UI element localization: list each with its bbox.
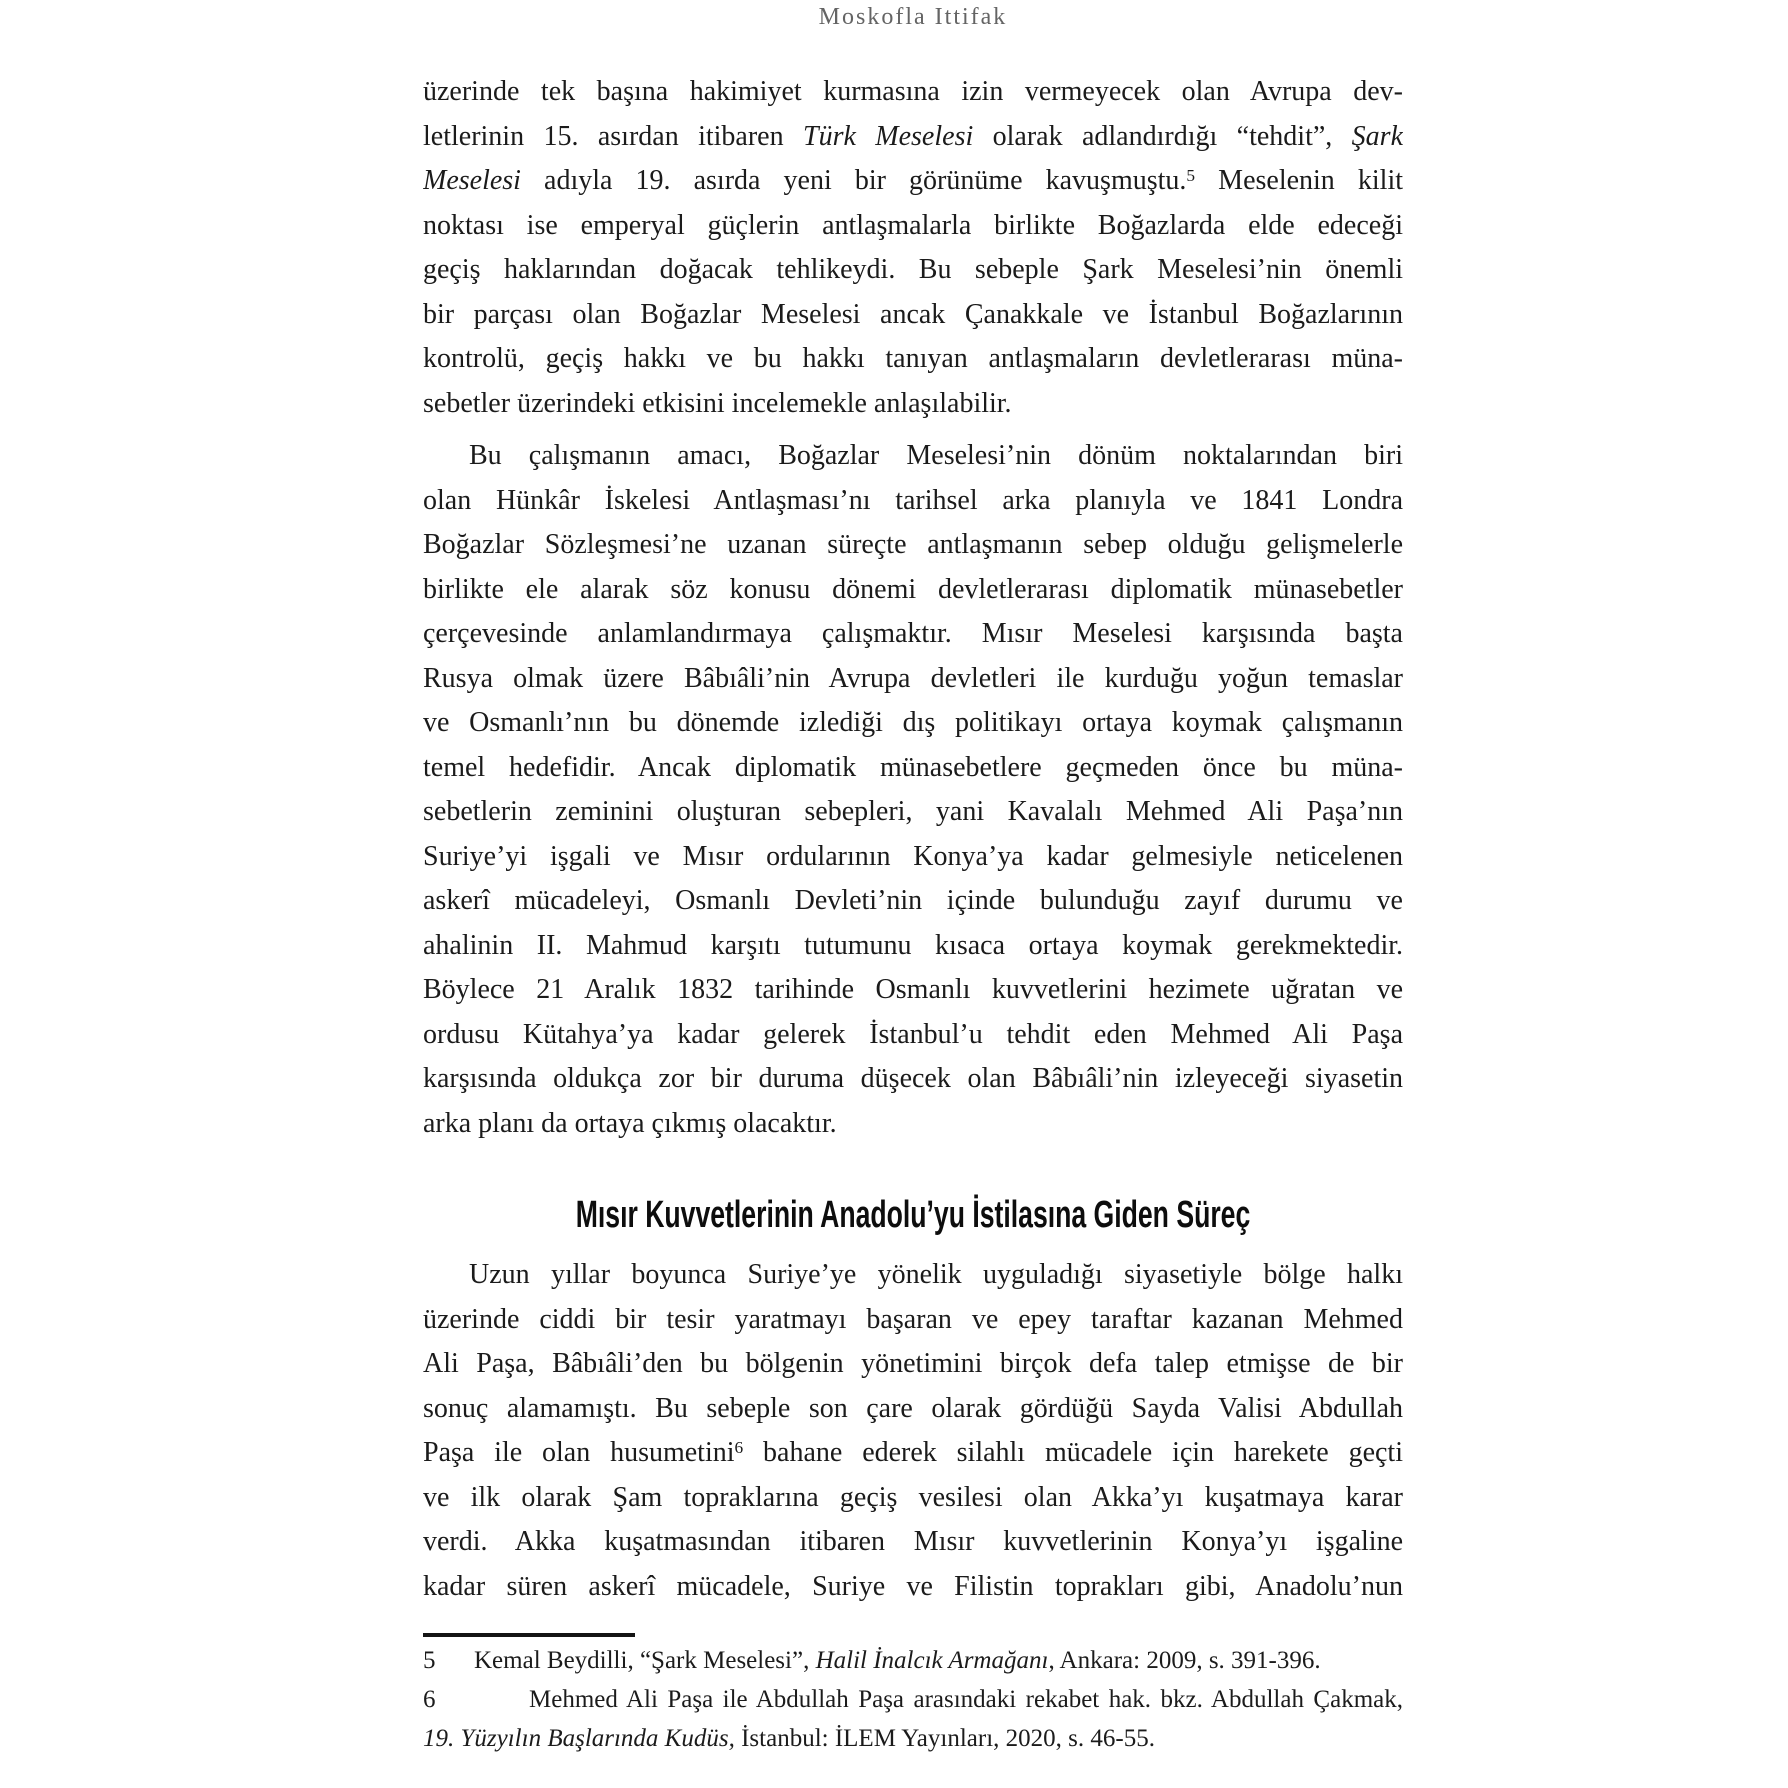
text-line: [423, 337, 1403, 382]
text-line: [423, 434, 1403, 479]
text-segment: birlikte ele alarak söz konusu dönemi devletlerarası diplomatik münasebetler: [423, 573, 1403, 605]
text-segment: ahalinin II. Mahmud karşıtı tutumunu kısaca ortaya koymak gerekmektedir.: [423, 929, 1403, 961]
text-segment: arka planı da ortaya çıkmış olacaktır.: [423, 1107, 837, 1139]
text-line: [423, 701, 1403, 746]
text-line: [423, 1253, 1403, 1298]
text-segment: Boğazlar Sözleşmesi’ne uzanan süreçte antlaşmanın sebep olduğu gelişmelerle: [423, 529, 1403, 560]
text-segment: Böylece 21 Aralık 1832 tarihinde Osmanlı kuvvetlerini hezimete uğratan ve: [423, 974, 1403, 1005]
text-segment: İstanbul: İLEM Yayınları, 2020, s. 46-55.: [734, 1725, 1155, 1752]
text-segment: kadar süren askerî mücadele, Suriye ve Filistin toprakları gibi, Anadolu’nun: [423, 1570, 1403, 1602]
text-segment: Meselenin kilit: [1195, 165, 1403, 196]
text-segment: kontrolü, geçiş hakkı ve bu hakkı tanıyan antlaşmaların devletlerarası müna-: [423, 343, 1403, 374]
footnote: [423, 1641, 1403, 1680]
text-line: [423, 790, 1403, 835]
text-line: [423, 248, 1403, 293]
text-line: [423, 1565, 1403, 1610]
footnote-number: 6: [423, 1686, 436, 1713]
text-segment: ve Osmanlı’nın bu dönemde izlediği dış politikayı ortaya koymak çalışmanın: [423, 707, 1403, 738]
text-line: [423, 1342, 1403, 1387]
text-line: [423, 746, 1403, 791]
footnote-separator: [423, 1633, 635, 1637]
section-heading-text: Mısır Kuvvetlerinin Anadolu’yu İstilasına Giden Süreç: [575, 1194, 1251, 1236]
text-line: [423, 657, 1403, 702]
text-segment: sebetlerin zeminini oluşturan sebepleri, yani Kavalalı Mehmed Ali Paşa’nın: [423, 796, 1403, 827]
text-line: [423, 159, 1403, 204]
text-segment: Rusya olmak üzere Bâbıâli’nin Avrupa devletleri ile kurduğu yoğun temaslar: [423, 662, 1403, 694]
footnotes: [423, 1641, 1403, 1758]
text-segment: üzerinde tek başına hakimiyet kurmasına izin vermeyecek olan Avrupa dev-: [423, 76, 1403, 107]
text-segment: letlerinin 15. asırdan itibaren: [423, 120, 803, 152]
body-paragraph: [423, 434, 1403, 1146]
text-segment: geçiş haklarından doğacak tehlikeydi. Bu sebeple Şark Meselesi’nin önemli: [423, 254, 1403, 285]
text-segment: adıyla 19. asırda yeni bir görünüme kavuşmuştu.: [520, 165, 1187, 196]
text-line: [423, 1298, 1403, 1343]
footnote-continuation: [423, 1719, 1403, 1758]
section-heading: [423, 1190, 1403, 1240]
text-line: [423, 523, 1403, 568]
text-segment: ve ilk olarak Şam topraklarına geçiş vesilesi olan Akka’yı kuşatmaya karar: [423, 1481, 1403, 1513]
text-segment: verdi. Akka kuşatmasından itibaren Mısır kuvvetlerinin Konya’yı işgaline: [423, 1526, 1403, 1557]
text-segment: noktası ise emperyal güçlerin antlaşmalarla birlikte Boğazlarda elde edeceği: [423, 209, 1403, 241]
text-line: [423, 1102, 1403, 1147]
italic-text: 19. Yüzyılın Başlarında Kudüs,: [423, 1725, 735, 1752]
text-line: [423, 968, 1403, 1013]
text-segment: Suriye’yi işgali ve Mısır ordularının Konya’ya kadar gelmesiyle neticelenen: [423, 840, 1403, 872]
text-segment: olarak adlandırdığı “tehdit”,: [973, 120, 1352, 152]
text-line: [423, 115, 1403, 160]
italic-text: Meselesi: [423, 165, 521, 196]
text-segment: Bu çalışmanın amacı, Boğazlar Meselesi’nin dönüm noktalarından biri: [469, 440, 1403, 471]
text-line: [423, 924, 1403, 969]
italic-text: Türk Meselesi: [803, 120, 974, 152]
text-segment: sonuç alamamıştı. Bu sebeple son çare olarak gördüğü Sayda Valisi Abdullah: [423, 1392, 1403, 1424]
text-segment: askerî mücadeleyi, Osmanlı Devleti’nin içinde bulunduğu zayıf durumu ve: [423, 885, 1403, 916]
text-line: [423, 612, 1403, 657]
text-line: [423, 1057, 1403, 1102]
text-segment: sebetler üzerindeki etkisini incelemekle anlaşılabilir.: [423, 387, 1012, 419]
text-segment: bahane ederek silahlı mücadele için harekete geçti: [743, 1437, 1403, 1468]
footnote-reference: 5: [1186, 166, 1196, 186]
text-segment: üzerinde ciddi bir tesir yaratmayı başaran ve epey taraftar kazanan Mehmed: [423, 1303, 1403, 1335]
body-paragraph: [423, 1253, 1403, 1609]
footnote: [423, 1680, 1403, 1719]
text-line: [423, 835, 1403, 880]
footnote-reference: 6: [734, 1438, 744, 1458]
italic-text: Halil İnalcık Armağanı: [815, 1647, 1049, 1674]
text-line: [423, 1476, 1403, 1521]
footnote-number: 5: [423, 1647, 436, 1674]
text-line: [423, 1431, 1403, 1476]
text-segment: olan Hünkâr İskelesi Antlaşması’nı tarihsel arka planıyla ve 1841 Londra: [423, 484, 1403, 516]
text-segment: Paşa ile olan husumetini: [423, 1437, 735, 1468]
text-line: [423, 1387, 1403, 1432]
text-segment: ordusu Kütahya’ya kadar gelerek İstanbul’u tehdit eden Mehmed Ali Paşa: [423, 1018, 1403, 1050]
text-line: [423, 293, 1403, 338]
text-segment: karşısında oldukça zor bir duruma düşecek olan Bâbıâli’nin izleyeceği siyasetin: [423, 1063, 1403, 1094]
text-segment: Mehmed Ali Paşa ile Abdullah Paşa arasındaki rekabet hak. bkz. Abdullah Çakmak,: [529, 1686, 1403, 1713]
text-segment: çerçevesinde anlamlandırmaya çalışmaktır. Mısır Meselesi karşısında başta: [423, 618, 1403, 649]
text-line: [423, 879, 1403, 924]
text-segment: Kemal Beydilli, “Şark Meselesi”,: [474, 1647, 816, 1674]
text-segment: Uzun yıllar boyunca Suriye’ye yönelik uyguladığı siyasetiyle bölge halkı: [469, 1259, 1403, 1290]
text-line: [423, 204, 1403, 249]
italic-text: Şark: [1351, 120, 1403, 152]
text-segment: bir parçası olan Boğazlar Meselesi ancak Çanakkale ve İstanbul Boğazlarının: [423, 298, 1403, 330]
text-segment: temel hedefidir. Ancak diplomatik münasebetlere geçmeden önce bu müna-: [423, 751, 1403, 783]
text-line: [423, 479, 1403, 524]
body-paragraph: [423, 70, 1403, 426]
running-head: Moskofla Ittifak: [818, 4, 1008, 30]
text-line: [423, 568, 1403, 613]
text-segment: Ali Paşa, Bâbıâli’den bu bölgenin yönetimini birçok defa talep etmişse de bir: [423, 1348, 1403, 1379]
text-line: [423, 70, 1403, 115]
text-line: [423, 1520, 1403, 1565]
text-segment: , Ankara: 2009, s. 391-396.: [1048, 1647, 1321, 1674]
text-line: [423, 382, 1403, 427]
text-line: [423, 1013, 1403, 1058]
